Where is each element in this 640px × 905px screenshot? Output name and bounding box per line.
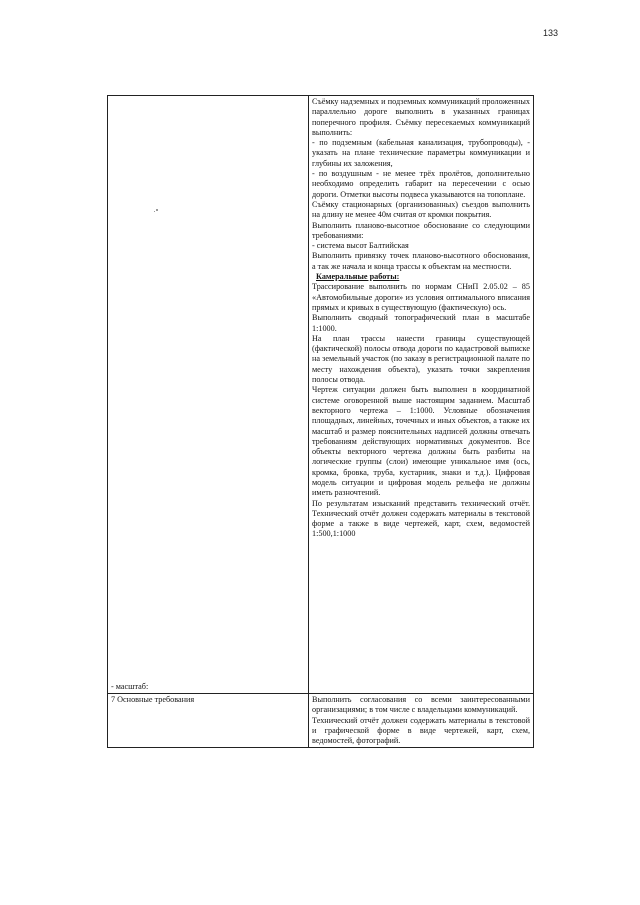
scale-label: - масштаб: [111,681,149,691]
paragraph: На план трассы нанести границы существующей (фактической) полосы отвода дороги по кадастровой выписке на земельный участок (по заказу в регистрационной палате по месту нахождения объекта), указать точки закрепления полосы отвода. [312,333,530,385]
requirements-table [107,95,534,748]
section-heading: Камеральные работы: [316,272,400,282]
paragraph: Выполнить привязку точек планово-высотного обоснования, а так же начала и конца трассы к объектам на местности. [312,251,530,271]
paragraph: Съёмку стационарных (организованных) съездов выполнить на длину не менее 40м считая от кромки покрытия. [312,199,530,220]
scan-speck [154,211,155,212]
paragraph: Технический отчёт должен содержать материалы в текстовой и графической форме в виде чертежей, карт, схем, ведомостей, фотографий. [312,715,530,746]
paragraph: Чертеж ситуации должен быть выполнен в координатной системе оговоренной выше настоящим заданием. Масштаб векторного чертежа – 1:1000. Условные обозначения площадных, линейных, точечных и иных объектов, а также их масштаб и размер пояснительных надписей должны отвечать требованиям действующих нормативных документов. Все объекты векторного чертежа должны быть разбиты на логические группы (слои) имеющие уникальное имя (ось, кромка, бровка, труба, кустарник, знаки и т.д.). Цифровая модель ситуации и цифровая модель рельефа не должны иметь разночтений. [312,385,530,498]
paragraph: - по подземным (кабельная канализация, трубопроводы), - указать на плане технические параметры коммуникации и глубины их заложения, [312,138,530,168]
right-cell-requirements-text [309,694,534,748]
table-row [108,694,534,748]
paragraph: Выполнить согласования со всеми заинтересованными организациями; в том числе с владельцами коммуникаций. [312,695,530,715]
left-cell-scale [108,96,309,694]
paragraph: Выполнить сводный топографический план в масштабе 1:1000. [312,313,530,333]
paragraph: - по воздушным - не менее трёх пролётов, дополнительно необходимо определить габарит на пересечении с осью дороги. Отметки высоты подвеса указываются на топоплане. [312,169,530,199]
scan-speck [156,209,158,211]
right-cell-survey-text [309,96,534,694]
paragraph: По результатам изысканий представить технический отчёт. Технический отчёт должен содержать материалы в текстовой форме а также в виде чертежей, карт, схем, ведомостей 1:500,1:1000 [312,498,530,539]
page-number: 133 [542,28,558,38]
paragraph: Выполнить планово-высотное обоснование со следующими требованиями: [312,220,530,240]
requirements-label: 7 Основные требования [111,695,195,704]
left-cell-requirements [108,694,309,748]
paragraph: Съёмку надземных и подземных коммуникаций проложенных параллельно дороге выполнить в указанных границах поперечного профиля. Съёмку пересекаемых коммуникаций выполнить: [312,97,530,137]
paragraph: - система высот Балтийская [312,241,409,251]
paragraph: Трассирование выполнить по нормам СНиП 2.05.02 – 85 «Автомобильные дороги» из условия оптимального вписания прямых и кривых в существующую (фактическую) ось. [312,282,530,312]
table-row [108,96,534,694]
